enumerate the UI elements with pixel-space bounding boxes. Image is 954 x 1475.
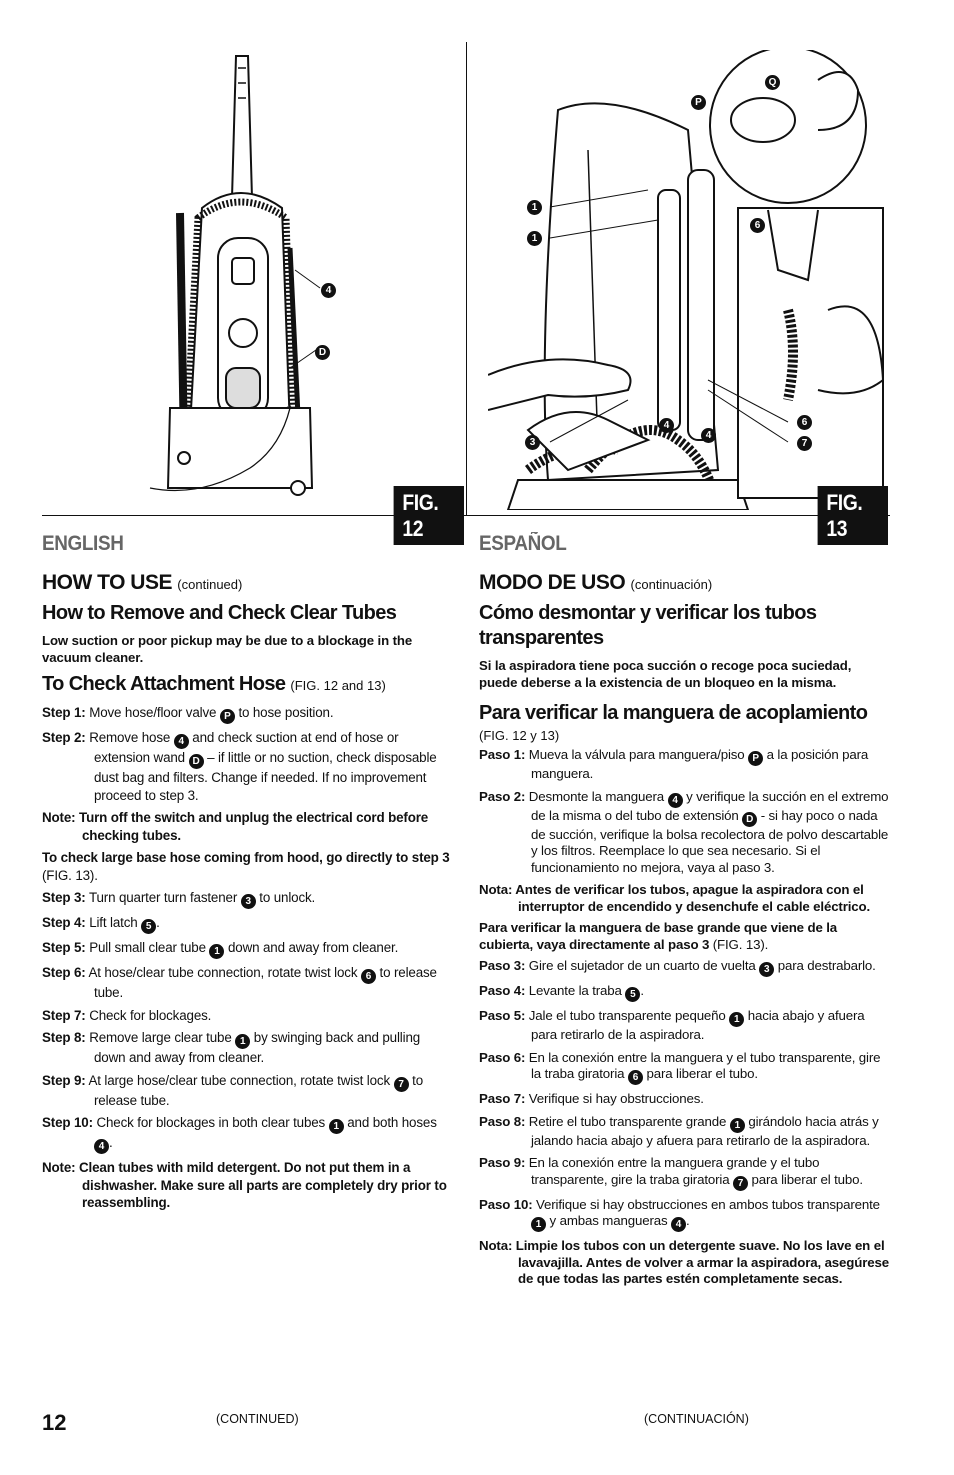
step-text: Retire el tubo transparente grande xyxy=(528,1113,730,1129)
step-callout-icon: 7 xyxy=(733,1176,748,1191)
note-clean: Note: Clean tubes with mild detergent. Do not put them in a dishwasher. Make sure all parts are completely dry prior to reassembling. xyxy=(42,1160,447,1210)
step-callout-icon-2: 4 xyxy=(671,1217,686,1232)
step-callout-icon-2: D xyxy=(742,812,757,827)
language-heading-spanish: ESPAÑOL xyxy=(479,532,567,555)
step-item xyxy=(42,1007,452,1025)
step-callout-icon: 5 xyxy=(625,987,640,1002)
step-label: Paso 10: xyxy=(479,1196,533,1212)
step-item xyxy=(42,1114,452,1154)
step-text: Verifique si hay obstrucciones. xyxy=(528,1091,704,1106)
step-text-end: . xyxy=(156,915,160,930)
fig13-label: FIG. 13 xyxy=(818,486,888,545)
fig13-callout-1b: 1 xyxy=(527,231,542,246)
large-hose-ref: (FIG. 13). xyxy=(42,867,98,883)
step-callout-icon: 6 xyxy=(361,969,376,984)
step-label: Paso 8: xyxy=(479,1113,526,1129)
step-text-end: – if little or no suction, check disposable dust bag and filters. Change if needed. If no improvement proceed to step 3. xyxy=(94,750,437,803)
step-item xyxy=(479,1114,891,1150)
fig13-callout-P: P xyxy=(691,95,706,110)
step-text: Gire el sujetador de un cuarto de vuelta xyxy=(528,958,760,973)
step-label: Step 3: xyxy=(42,890,86,905)
step-item xyxy=(42,939,452,959)
step-item xyxy=(479,1008,891,1044)
step-item xyxy=(42,729,452,804)
step-item xyxy=(42,914,452,934)
fig12-label: FIG. 12 xyxy=(394,486,464,545)
step-callout-icon: 4 xyxy=(174,734,189,749)
step-text-end: to unlock. xyxy=(255,890,316,905)
continued-english: (CONTINUED) xyxy=(216,1412,299,1426)
figure-divider xyxy=(466,42,467,516)
section-title-es: Cómo desmontar y verificar los tubos transparentes xyxy=(479,602,817,649)
step-label: Paso 6: xyxy=(479,1049,526,1065)
step-text: Turn quarter turn fastener xyxy=(88,890,241,905)
step-text: En la conexión entre la manguera y el tubo transparente, gire la traba giratoria xyxy=(528,1049,881,1081)
continued-spanish: (CONTINUACIÓN) xyxy=(644,1412,749,1426)
large-hose-paragraph-es xyxy=(479,920,891,953)
fig12-vacuum-illustration xyxy=(140,48,340,508)
step-item xyxy=(479,983,891,1002)
step-callout-icon: 7 xyxy=(394,1077,409,1092)
step-callout-icon: 1 xyxy=(729,1012,744,1027)
language-heading-english: ENGLISH xyxy=(42,532,124,555)
section-title: How to Remove and Check Clear Tubes xyxy=(42,602,397,624)
how-to-use-text: HOW TO USE xyxy=(42,571,172,594)
step-callout-icon: 6 xyxy=(628,1070,643,1085)
step-text: En la conexión entre la manguera grande y el tubo transparente, gire la traba giratoria xyxy=(528,1155,820,1187)
step-text-end: para liberar el tubo. xyxy=(748,1171,863,1187)
note-unplug-es: Nota: Antes de verificar los tubos, apague la aspiradora con el interruptor de encendido y desenchufe el cable eléctrico. xyxy=(479,882,871,914)
fig13-callout-4a: 4 xyxy=(659,418,674,433)
step-text: At hose/clear tube connection, rotate twist lock xyxy=(88,965,361,980)
step-label: Step 2: xyxy=(42,730,86,745)
subsection-ref-es: (FIG. 12 y 13) xyxy=(479,728,560,743)
step-label: Paso 7: xyxy=(479,1091,526,1106)
step-item xyxy=(479,789,891,877)
step-text: Pull small clear tube xyxy=(89,940,210,955)
step-label: Paso 2: xyxy=(479,788,526,804)
step-text: Remove large clear tube xyxy=(89,1030,236,1045)
step-text-mid: and both hoses xyxy=(343,1115,437,1130)
step-label: Step 5: xyxy=(42,940,86,955)
step-label: Paso 9: xyxy=(479,1155,526,1170)
step-text-end: - si hay poco o nada de succión, verifique la bolsa recolectora de polvo descartable y los filtros. Reemplace lo que sea necesario. Si el funcionamiento no mejora, vaya al paso 3. xyxy=(531,807,889,875)
fig13-callout-Q: Q xyxy=(765,75,780,90)
note-unplug: Note: Turn off the switch and unplug the electrical cord before checking tubes. xyxy=(42,810,429,843)
step-text-end: . xyxy=(109,1135,113,1150)
step-text-end: . xyxy=(640,983,644,998)
step-callout-icon: 5 xyxy=(141,919,156,934)
step-item xyxy=(479,1050,891,1086)
step-text-mid: y ambas mangueras xyxy=(546,1213,672,1228)
fig13-callout-3: 3 xyxy=(525,435,540,450)
step-label: Paso 4: xyxy=(479,983,526,998)
step-callout-icon: P xyxy=(748,751,763,766)
step-label: Step 8: xyxy=(42,1030,86,1045)
modo-de-uso-text: MODO DE USO xyxy=(479,571,626,594)
step-callout-icon-2: D xyxy=(189,754,204,769)
figure-baseline xyxy=(42,515,890,516)
step-label: Step 1: xyxy=(42,705,86,720)
step-text: Check for blockages. xyxy=(89,1007,212,1023)
spanish-column xyxy=(479,532,891,1293)
fig13-callout-1a: 1 xyxy=(527,200,542,215)
english-column xyxy=(42,532,452,1217)
subsection-heading xyxy=(42,672,452,698)
step-item xyxy=(479,1155,891,1191)
step-callout-icon: P xyxy=(220,709,235,724)
step-text: Mueva la válvula para manguera/piso xyxy=(528,747,749,762)
modo-de-uso-note: (continuación) xyxy=(630,577,713,592)
step-callout-icon: 1 xyxy=(209,944,224,959)
step-label: Step 4: xyxy=(42,915,86,930)
fig12-callout-D: D xyxy=(315,345,330,360)
how-to-use-heading xyxy=(42,570,452,597)
step-label: Step 10: xyxy=(42,1115,93,1130)
step-text-end: a la posición para manguera. xyxy=(531,747,869,781)
step-label: Step 9: xyxy=(42,1072,86,1088)
step-label: Step 7: xyxy=(42,1007,86,1023)
step-item xyxy=(479,1197,891,1233)
step-text: Jale el tubo transparente pequeño xyxy=(528,1008,730,1023)
step-text-end: by swinging back and pulling down and away from cleaner. xyxy=(94,1030,421,1065)
step-text-end: down and away from cleaner. xyxy=(224,940,399,955)
step-callout-icon: 1 xyxy=(730,1118,745,1133)
step-callout-icon: 1 xyxy=(329,1119,344,1134)
step-text-mid: and check suction at end of hose or extension wand xyxy=(94,730,399,765)
subsection-ref: (FIG. 12 and 13) xyxy=(290,678,386,693)
step-item xyxy=(479,1091,891,1108)
step-text: Check for blockages in both clear tubes xyxy=(96,1115,329,1130)
modo-de-uso-heading xyxy=(479,570,891,597)
step-text-end: para liberar el tubo. xyxy=(642,1066,758,1081)
step-item xyxy=(479,747,891,783)
step-item xyxy=(42,964,452,1002)
step-label: Paso 5: xyxy=(479,1008,526,1023)
step-text: Remove hose xyxy=(89,730,174,745)
step-text: Desmonte la manguera xyxy=(528,788,668,804)
fig12-callout-4: 4 xyxy=(321,283,336,298)
fig13-callout-4b: 4 xyxy=(701,428,716,443)
step-text-end: para destrabarlo. xyxy=(774,958,876,973)
note-clean-es: Nota: Limpie los tubos con un detergente suave. No los lave en el lavavajilla. Antes de volver a armar la aspiradora, asegúrese de que todas las partes estén completamente secas. xyxy=(479,1238,890,1286)
fig13-callout-6: 6 xyxy=(797,415,812,430)
step-label: Paso 1: xyxy=(479,747,526,762)
step-text-end: hacia abajo y afuera para retirarlo de la aspiradora. xyxy=(531,1008,865,1042)
step-text: Move hose/floor valve xyxy=(89,705,220,720)
step-text: Verifique si hay obstrucciones en ambos tubos transparente xyxy=(536,1196,880,1212)
step-text-end: to hose position. xyxy=(234,705,334,720)
lead-paragraph: Low suction or poor pickup may be due to a blockage in the vacuum cleaner. xyxy=(42,633,413,665)
subsection-heading-es: Para verificar la manguera de acoplamiento xyxy=(479,702,868,724)
step-callout-icon: 4 xyxy=(668,793,683,808)
step-item xyxy=(42,1072,452,1110)
step-text-end: girándolo hacia atrás y jalando hacia abajo y afuera para retirarlo de la aspiradora. xyxy=(531,1113,879,1148)
step-item xyxy=(42,889,452,909)
step-text-mid: y verifique la succión en el extremo de la misma o del tubo de extensión xyxy=(531,788,889,823)
lead-paragraph-es: Si la aspiradora tiene poca succión o recoge poca suciedad, puede deberse a la existencia de un bloqueo en la misma. xyxy=(479,658,852,690)
large-hose-ref-es: (FIG. 13). xyxy=(709,936,769,952)
step-label: Step 6: xyxy=(42,965,86,980)
step-text-end: . xyxy=(686,1213,690,1228)
fig13-detail-illustration xyxy=(488,50,888,510)
step-item xyxy=(479,958,891,977)
step-item xyxy=(42,1029,452,1067)
step-callout-icon: 3 xyxy=(759,962,774,977)
step-text-end: to release tube. xyxy=(94,1072,424,1108)
subsection-title: To Check Attachment Hose xyxy=(42,673,286,695)
page-number: 12 xyxy=(42,1410,67,1435)
step-text-end: to release tube. xyxy=(94,965,437,1000)
step-callout-icon-2: 4 xyxy=(94,1139,109,1154)
step-text: At large hose/clear tube connection, rotate twist lock xyxy=(88,1072,394,1088)
step-callout-icon: 1 xyxy=(235,1034,250,1049)
step-label: Paso 3: xyxy=(479,958,526,973)
step-callout-icon: 1 xyxy=(531,1217,546,1232)
step-text: Lift latch xyxy=(89,915,142,930)
large-hose-bold: To check large base hose coming from hood, go directly to step 3 xyxy=(42,850,450,865)
large-hose-paragraph xyxy=(42,849,452,884)
fig13-callout-7: 7 xyxy=(797,436,812,451)
step-item xyxy=(42,704,452,724)
large-hose-bold-es: Para verificar la manguera de base grande que viene de la cubierta, vaya directamente al paso 3 xyxy=(479,920,838,952)
step-callout-icon: 3 xyxy=(241,894,256,909)
step-text: Levante la traba xyxy=(528,983,626,998)
how-to-use-note: (continued) xyxy=(177,577,243,592)
fig13-callout-6-inset: 6 xyxy=(750,218,765,233)
